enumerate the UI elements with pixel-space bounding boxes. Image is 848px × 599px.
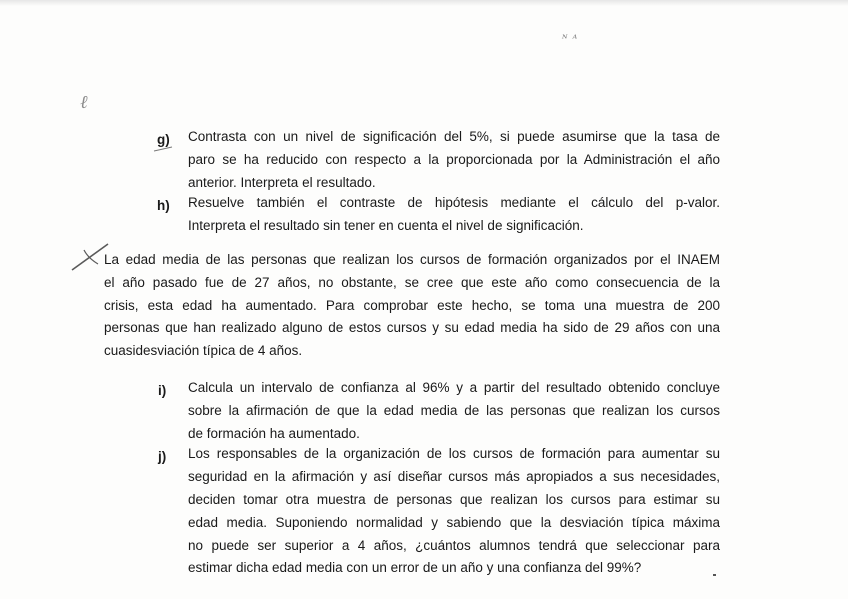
problem-line-4: personas que han realizado alguno de estos cursos y su edad media ha sido de 29 años con una	[104, 320, 720, 335]
underline-tick-icon	[152, 145, 174, 153]
problem-line-5: cuasidesviación típica de 4 años.	[104, 343, 303, 358]
item-j-line-1: Los responsables de la organización de los cursos de formación para aumentar su	[188, 446, 720, 461]
problem-line-1: La edad media de las personas que realizan los cursos de formación organizados por el INAEM	[104, 252, 720, 267]
item-i-line-3: de formación ha aumentado.	[188, 426, 360, 441]
problem-line-2: el año pasado fue de 27 años, no obstante, se cree que este año como consecuencia de la	[104, 275, 720, 290]
item-h-line-2: Interpreta el resultado sin tener en cuenta el nivel de significación.	[188, 218, 584, 233]
item-j-line-2: seguridad en la afirmación y así diseñar cursos más apropiados a sus necesidades,	[188, 469, 720, 484]
item-i-label: i)	[158, 383, 167, 398]
item-i-line-1: Calcula un intervalo de confianza al 96% y a partir del resultado obtenido concluye	[188, 380, 720, 395]
page-edge-shadow	[0, 0, 848, 6]
item-h-label: h)	[157, 198, 170, 213]
item-i-line-2: sobre la afirmación de que la edad media de las personas que realizan los cursos	[188, 403, 720, 418]
item-g-label: g)	[157, 132, 170, 147]
item-j-line-6: estimar dicha edad media con un error de un año y una confianza del 99%?	[188, 560, 642, 575]
handwritten-mark-top: ᴺ ᴬ	[562, 34, 579, 45]
item-h-line-1: Resuelve también el contraste de hipótesis mediante el cálculo del p-valor.	[188, 195, 720, 210]
item-j-line-4: edad media. Suponiendo normalidad y sabiendo que la desviación típica máxima	[188, 515, 720, 530]
stray-mark	[713, 574, 716, 576]
item-j-line-3: deciden tomar otra muestra de personas que realizan los cursos para estimar su	[188, 492, 720, 507]
problem-line-3: crisis, esta edad ha aumentado. Para comprobar este hecho, se toma una muestra de 200	[104, 298, 720, 313]
item-g-line-1: Contrasta con un nivel de significación del 5%, si puede asumirse que la tasa de	[188, 129, 720, 144]
item-j-label: j)	[158, 449, 167, 464]
item-g-line-2: paro se ha reducido con respecto a la proporcionada por la Administración el año	[188, 152, 720, 167]
item-j-line-5: no puede ser superior a 4 años, ¿cuántos alumnos tendrá que seleccionar para	[188, 538, 720, 553]
handwritten-mark-left: ℓ	[80, 92, 88, 113]
item-g-line-3: anterior. Interpreta el resultado.	[188, 175, 376, 190]
